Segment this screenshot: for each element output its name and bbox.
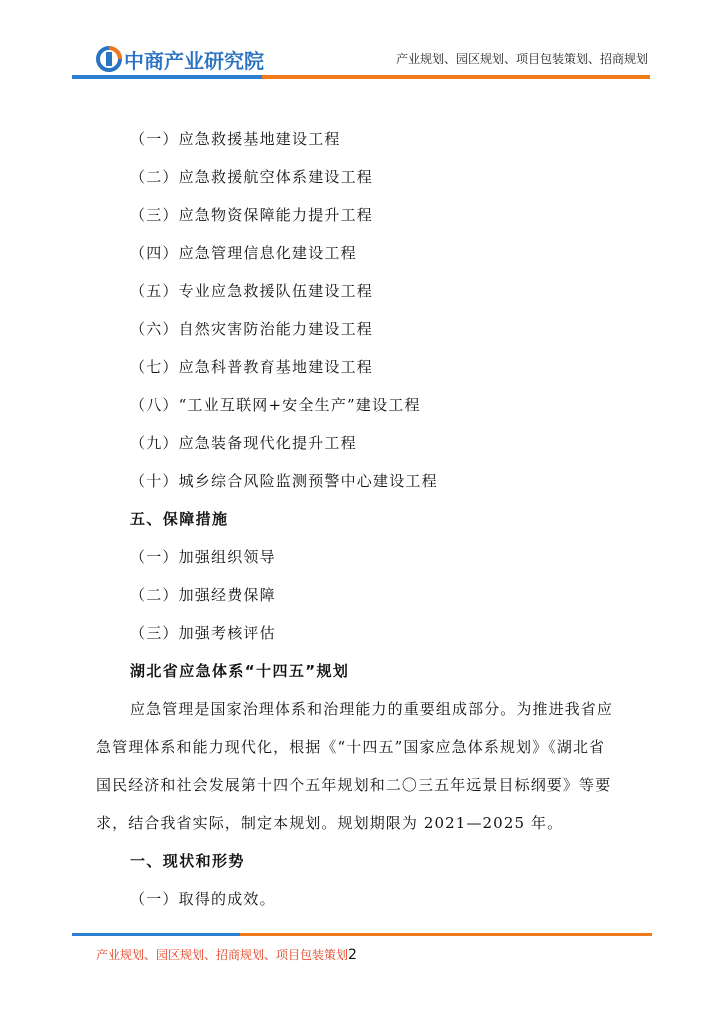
page-footer bbox=[0, 925, 724, 985]
list-item: （六）自然灾害防治能力建设工程 bbox=[130, 320, 374, 338]
header-divider-blue bbox=[72, 75, 262, 79]
list-item: （五）专业应急救援队伍建设工程 bbox=[130, 282, 374, 300]
list-item: （九）应急装备现代化提升工程 bbox=[130, 434, 357, 452]
header-divider-orange bbox=[262, 75, 650, 79]
list-item: （一）取得的成效。 bbox=[130, 890, 276, 908]
paragraph-line: 国民经济和社会发展第十四个五年规划和二〇三五年远景目标纲要》等要 bbox=[96, 776, 612, 794]
logo-icon bbox=[96, 46, 122, 72]
paragraph-line: 应急管理是国家治理体系和治理能力的重要组成部分。为推进我省应 bbox=[130, 700, 614, 718]
plan-title: 湖北省应急体系“十四五”规划 bbox=[130, 662, 350, 680]
section-heading: 一、现状和形势 bbox=[130, 852, 245, 870]
list-item: （三）应急物资保障能力提升工程 bbox=[130, 206, 374, 224]
footer-text bbox=[96, 946, 357, 963]
list-item: （一）加强组织领导 bbox=[130, 548, 276, 566]
list-item: （七）应急科普教育基地建设工程 bbox=[130, 358, 374, 376]
page-number: 2 bbox=[348, 947, 357, 963]
footer-divider-blue bbox=[72, 933, 240, 936]
footer-divider-orange bbox=[240, 933, 652, 936]
list-item: （八）“工业互联网+安全生产”建设工程 bbox=[130, 396, 421, 414]
footer-tagline: 产业规划、园区规划、招商规划、项目包装策划 bbox=[96, 948, 349, 962]
list-item: （三）加强考核评估 bbox=[130, 624, 276, 642]
list-item: （二）加强经费保障 bbox=[130, 586, 276, 604]
list-item: （一）应急救援基地建设工程 bbox=[130, 130, 341, 148]
section-heading: 五、保障措施 bbox=[130, 510, 229, 528]
header-tagline: 产业规划、园区规划、项目包装策划、招商规划 bbox=[395, 52, 648, 66]
page-header bbox=[0, 0, 724, 85]
paragraph-line: 求，结合我省实际，制定本规划。规划期限为 2021—2025 年。 bbox=[96, 814, 564, 832]
list-item: （四）应急管理信息化建设工程 bbox=[130, 244, 357, 262]
paragraph-line: 急管理体系和能力现代化，根据《“十四五”国家应急体系规划》《湖北省 bbox=[96, 738, 606, 756]
logo bbox=[96, 45, 264, 73]
list-item: （二）应急救援航空体系建设工程 bbox=[130, 168, 374, 186]
logo-text: 中商产业研究院 bbox=[124, 48, 264, 73]
list-item: （十）城乡综合风险监测预警中心建设工程 bbox=[130, 472, 438, 490]
